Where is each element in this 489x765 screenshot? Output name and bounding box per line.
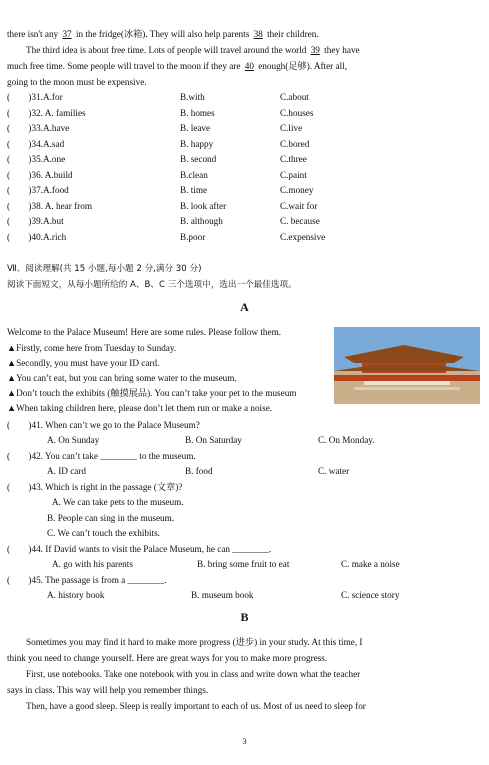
cloze-option-b: B. although xyxy=(180,216,223,226)
question-42: ( )42. You can’t take ________ to the museum. xyxy=(7,451,196,461)
cloze-option-c: C.bored xyxy=(280,138,310,149)
blank-40: 40 xyxy=(244,61,254,71)
cloze-option-c: C. because xyxy=(280,216,320,226)
cloze-question-number: ( )33.A.have xyxy=(7,123,70,133)
question-44: ( )44. If David wants to visit the Palace Museum, he can ________. xyxy=(7,544,272,554)
option-43a: A. We can take pets to the museum. xyxy=(52,497,184,507)
question-45: ( )45. The passage is from a ________. xyxy=(7,575,167,585)
cloze-question-number: ( )34.A.sad xyxy=(7,138,65,149)
passage-b-line: says in class. This way will help you remember things. xyxy=(7,685,209,695)
cloze-passage-line: The third idea is about free time. Lots of people will travel around the world 39 they have xyxy=(26,45,360,55)
question-41: ( )41. When can’t we go to the Palace Museum? xyxy=(7,420,200,430)
cloze-option-b: B. happy xyxy=(180,138,214,149)
cloze-option-c: C.expensive xyxy=(280,231,326,242)
option-42a: A. ID card xyxy=(47,466,87,476)
cloze-option-b: B. time xyxy=(180,185,208,195)
cloze-option-c: C.houses xyxy=(280,107,314,118)
cloze-option-b: B. look after xyxy=(180,200,227,211)
option-42b: B. food xyxy=(185,466,213,476)
cloze-passage-line: there isn't any 37 in the fridge(冰箱). They will also help parents 38 their children. xyxy=(7,29,319,39)
passage-a-line: ▲When taking children here, please don’t let them run or make a noise. xyxy=(7,403,273,413)
passage-a-heading: A xyxy=(240,300,249,314)
passage-a-line: ▲Firstly, come here from Tuesday to Sunday. xyxy=(7,343,177,353)
option-44a: A. go with his parents xyxy=(52,559,133,569)
cloze-option-c: C.wait for xyxy=(280,200,318,211)
cloze-option-c: C.three xyxy=(280,154,307,164)
passage-a-line: ▲Secondly, you must have your ID card. xyxy=(7,358,160,368)
cloze-question-number: ( )37.A.food xyxy=(7,185,69,195)
option-45c: C. science story xyxy=(341,590,400,600)
photo-wall xyxy=(334,375,480,381)
option-41c: C. On Monday. xyxy=(318,435,375,445)
cloze-question-number: ( )35.A.one xyxy=(7,154,66,164)
option-42c: C. water xyxy=(318,466,350,476)
cloze-passage-line: going to the moon must be expensive. xyxy=(7,77,147,87)
cloze-question-number: ( )36. A.build xyxy=(7,169,73,180)
cloze-option-b: B. leave xyxy=(180,123,211,133)
cloze-option-c: C.live xyxy=(280,123,303,133)
passage-b-heading: B xyxy=(240,610,249,624)
cloze-question-number: ( )40.A.rich xyxy=(7,231,67,242)
blank-37: 37 xyxy=(62,29,72,39)
cloze-question-number: ( )32. A. families xyxy=(7,107,86,118)
option-45b: B. museum book xyxy=(191,590,254,600)
cloze-question-number: ( )38. A. hear from xyxy=(7,200,92,211)
blank-39: 39 xyxy=(310,45,320,55)
cloze-question-number: ( )39.A.but xyxy=(7,216,64,226)
blank-38: 38 xyxy=(253,29,263,39)
option-43b: B. People can sing in the museum. xyxy=(47,513,175,523)
option-44b: B. bring some fruit to eat xyxy=(197,559,290,569)
cloze-option-b: B. second xyxy=(180,154,217,164)
option-44c: C. make a noise xyxy=(341,559,400,569)
passage-b-line: First, use notebooks. Take one notebook with you in class and write down what the teacher xyxy=(26,669,361,679)
passage-b-line: think you need to change yourself. Here are great ways for you to make more progress. xyxy=(7,653,328,663)
section-instructions: 阅读下面短文，从每小题所给的 A、B、C 三个选项中，选出一个最佳选项。 xyxy=(7,280,297,290)
cloze-option-b: B.clean xyxy=(180,169,208,180)
option-43c: C. We can’t touch the exhibits. xyxy=(47,528,160,538)
palace-museum-photo xyxy=(334,327,480,404)
cloze-option-c: C.about xyxy=(280,92,309,102)
cloze-option-b: B.with xyxy=(180,92,205,102)
cloze-option-b: B. homes xyxy=(180,107,215,118)
option-41a: A. On Sunday xyxy=(47,435,100,445)
option-41b: B. On Saturday xyxy=(185,435,242,445)
passage-b-line: Sometimes you may find it hard to make more progress (进步) in your study. At this time, I xyxy=(26,637,363,647)
question-43: ( )43. Which is right in the passage (文章)? xyxy=(7,482,183,492)
passage-a-line: Welcome to the Palace Museum! Here are some rules. Please follow them. xyxy=(7,327,282,337)
passage-b-line: Then, have a good sleep. Sleep is really important to each of us. Most of us need to sleep for xyxy=(26,701,366,711)
cloze-option-c: C.money xyxy=(280,185,314,195)
passage-a-line: ▲Don’t touch the exhibits (触摸展品). You can’t take your pet to the museum xyxy=(7,388,297,398)
cloze-option-b: B.poor xyxy=(180,231,206,242)
cloze-option-c: C.paint xyxy=(280,169,307,180)
cloze-question-number: ( )31.A.for xyxy=(7,92,63,102)
option-45a: A. history book xyxy=(47,590,105,600)
section-title: Ⅶ、阅读理解(共 15 小题,每小题 2 分,满分 30 分) xyxy=(7,264,202,274)
cloze-passage-line: much free time. Some people will travel to the moon if they are 40 enough(足够). After all, xyxy=(7,61,348,71)
page-number: 3 xyxy=(242,737,247,746)
passage-a-line: ▲You can’t eat, but you can bring some water to the museum. xyxy=(7,373,237,383)
